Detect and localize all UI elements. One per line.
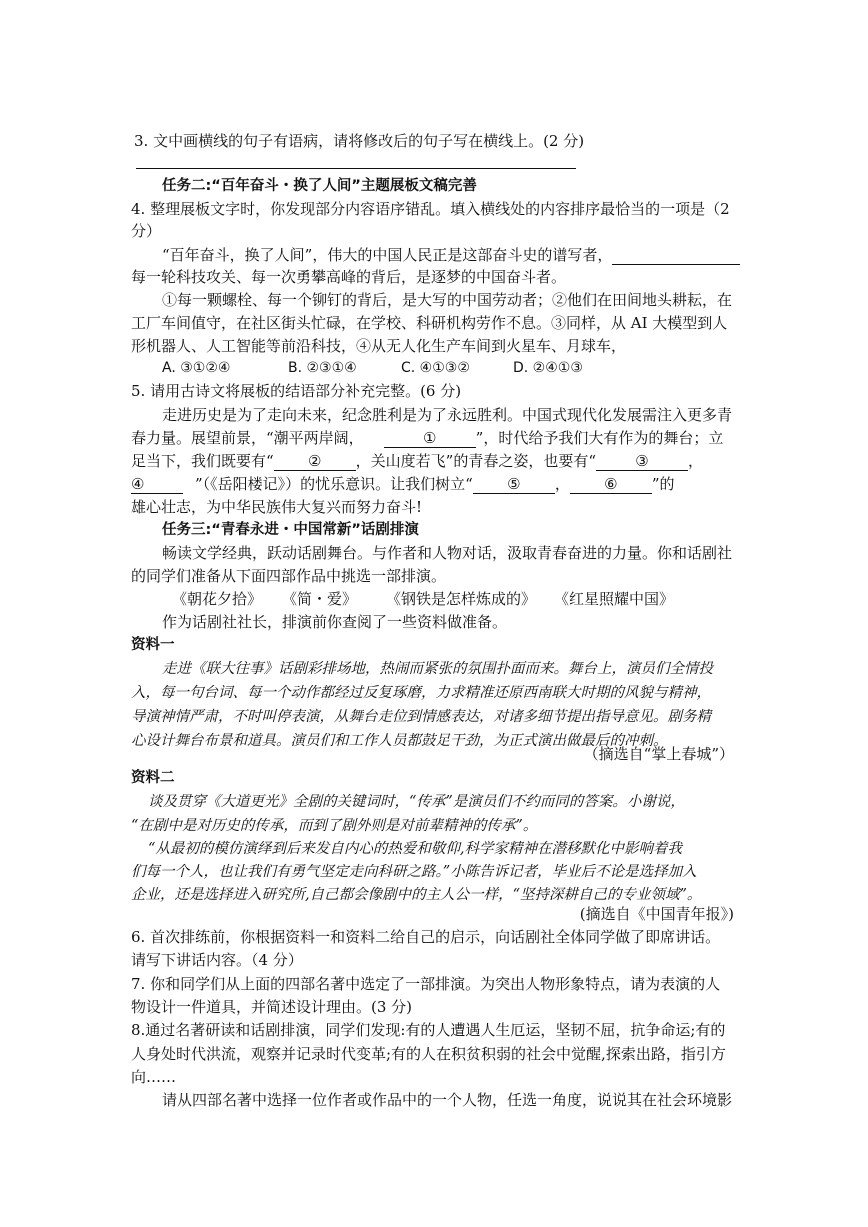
q5-blank-5[interactable]: ⑤	[473, 475, 555, 494]
q4-stem-line1: 4. 整理展板文字时，你发现部分内容语序错乱。填入横线处的内容排序最恰当的一项是（2	[131, 200, 730, 218]
q4-items-line1: ①每一颗螺栓、每一个铆钉的背后，是大写的中国劳动者；②他们在田间地头耕耘，在	[162, 291, 733, 309]
q7-line2: 物设计一件道具，并简述设计理由。(3 分)	[131, 998, 413, 1016]
material2-title: 资料二	[131, 770, 175, 786]
q5-blank-6[interactable]: ⑥	[570, 475, 652, 494]
q4-answer-blank[interactable]	[612, 246, 740, 265]
task3-para-line1: 畅读文学经典，跃动话剧舞台。与作者和人物对话，汲取青春奋进的力量。你和话剧社	[162, 544, 733, 562]
work-title-4: 《红星照耀中国》	[554, 590, 675, 608]
q4-stem-line2: 分）	[131, 222, 162, 240]
q4-option-a[interactable]: A. ③①②④	[162, 360, 231, 376]
q5-para-line5: 雄心壮志，为中华民族伟大复兴而努力奋斗!	[131, 498, 423, 516]
q5-text-4c: ”的	[651, 475, 675, 493]
q5-text-4b: ，	[554, 475, 570, 493]
task3-para-line3: 作为话剧社社长，排演前你查阅了一些资料做准备。	[162, 613, 508, 631]
work-title-1: 《朝花夕拾》	[172, 590, 263, 608]
q4-option-d[interactable]: D. ②④①③	[513, 360, 583, 376]
material2-line5: 企业，还是选择进入研究所,自己都会像剧中的主人公一样，“坚持深耕自己的专业领域”。	[131, 887, 702, 903]
q4-items-line3: 形机器人、人工智能等前沿科技，④从无人化生产车间到火星车、月球车，	[131, 337, 627, 355]
q8-line2: 人身处时代洪流，观察并记录时代变革;有的人在积贫积弱的社会中觉醒,探索出路，指引方	[131, 1045, 726, 1063]
q8-line4: 请从四部名著中选择一位作者或作品中的一个人物，任选一角度，说说其在社会环境影	[162, 1091, 733, 1109]
q5-text-2a: 春力量。展望前景，“潮平两岸阔，	[131, 429, 364, 447]
q5-text-2b: ”，时代给予我们大有作为的舞台；立	[475, 429, 724, 447]
task3-title: 任务三:“青春永进・中国常新”话剧排演	[162, 522, 419, 538]
material2-line3: “从最初的模仿演绎到后来发自内心的热爱和敬仰,科学家精神在潜移默化中影响着我	[148, 841, 683, 857]
q6-line2: 请写下讲话内容。（4 分）	[131, 951, 303, 969]
q4-items-line2: 工厂车间值守，在社区街头忙碌，在学校、科研机构劳作不息。③同样，从 AI 大模型到人	[131, 314, 728, 332]
q5-text-3c: ，	[688, 452, 704, 470]
q4-passage-line2: 每一轮科技攻关、每一次勇攀高峰的背后，是逐梦的中国奋斗者。	[131, 268, 567, 286]
material1-source: （摘选自“掌上春城”）	[583, 745, 734, 763]
q6-line1: 6. 首次排练前，你根据资料一和资料二给自己的启示，向话剧社全体同学做了即席讲话。	[131, 928, 721, 946]
q5-para-line4	[131, 474, 675, 494]
q3-answer-line[interactable]	[136, 168, 576, 169]
q5-text-3b: ，关山度若飞”的青春之姿，也要有“	[355, 452, 597, 470]
q5-blank-2[interactable]: ②	[274, 452, 356, 471]
q4-passage-line1	[162, 245, 740, 265]
material2-source: (摘选自《中国青年报》)	[579, 905, 734, 923]
material2-line1: 谈及贯穿《大道更光》全剧的关键词时，“传承”是演员们不约而同的答案。小谢说，	[148, 794, 685, 810]
q5-para-line3	[131, 451, 703, 471]
material1-title: 资料一	[131, 637, 175, 653]
task3-para-line2: 的同学们准备从下面四部作品中挑选一部排演。	[131, 567, 447, 585]
q5-blank-4[interactable]: ④	[131, 475, 183, 494]
q5-stem: 5. 请用古诗文将展板的结语部分补充完整。(6 分)	[131, 382, 462, 400]
q4-option-b[interactable]: B. ②③①④	[288, 360, 357, 376]
q7-line1: 7. 你和同学们从上面的四部名著中选定了一部排演。为突出人物形象特点，请为表演的人	[131, 975, 721, 993]
q5-blank-3[interactable]: ③	[596, 452, 688, 471]
work-title-2: 《简・爱》	[282, 590, 358, 608]
q5-text-4a: ”（《岳阳楼记》）的忧乐意识。让我们树立“	[195, 475, 473, 493]
q8-line1: 8.通过名著研读和话剧排演，同学们发现:有的人遭遇人生厄运，坚韧不屈，抗争命运;有的	[131, 1021, 726, 1039]
task2-title: 任务二:“百年奋斗・换了人间”主题展板文稿完善	[162, 178, 477, 194]
q3-text: 3. 文中画横线的句子有语病，请将修改后的句子写在横线上。(2 分)	[134, 132, 585, 150]
material2-line4: 们每一个人，也让我们有勇气坚定走向科研之路。”小陈告诉记者，毕业后不论是选择加入	[131, 864, 697, 880]
q5-para-line2	[131, 428, 723, 448]
q8-line3: 向……	[131, 1068, 177, 1086]
q5-text-3a: 足当下，我们既要有“	[131, 452, 274, 470]
material2-line2: “在剧中是对历史的传承，而到了剧外则是对前辈精神的传承”。	[131, 818, 538, 834]
material1-line2: 入，每一句台词、每一个动作都经过反复琢磨，力求精准还原西南联大时期的风貌与精神，	[131, 685, 711, 701]
work-title-3: 《钢铁是怎样炼成的》	[386, 590, 537, 608]
material1-line1: 走进《联大往事》话剧彩排场地，热闹而紧张的氛围扑面而来。舞台上，演员们全情投	[162, 661, 713, 677]
material1-line4: 心设计舞台布景和道具。演员们和工作人员都鼓足干劲，为正式演出做最后的冲刺。	[131, 733, 668, 749]
q4-passage-text: “百年奋斗，换了人间”，伟大的中国人民正是这部奋斗史的谱写者，	[162, 246, 613, 264]
material1-line3: 导演神情严肃，不时叫停表演，从舞台走位到情感表达，对诸多细节提出指导意见。剧务精	[131, 709, 711, 725]
q4-option-c[interactable]: C. ④①③②	[401, 360, 470, 376]
q5-para-line1: 走进历史是为了走向未来，纪念胜利是为了永远胜利。中国式现代化发展需注入更多青	[162, 406, 733, 424]
q5-blank-1[interactable]: ①	[384, 429, 476, 448]
